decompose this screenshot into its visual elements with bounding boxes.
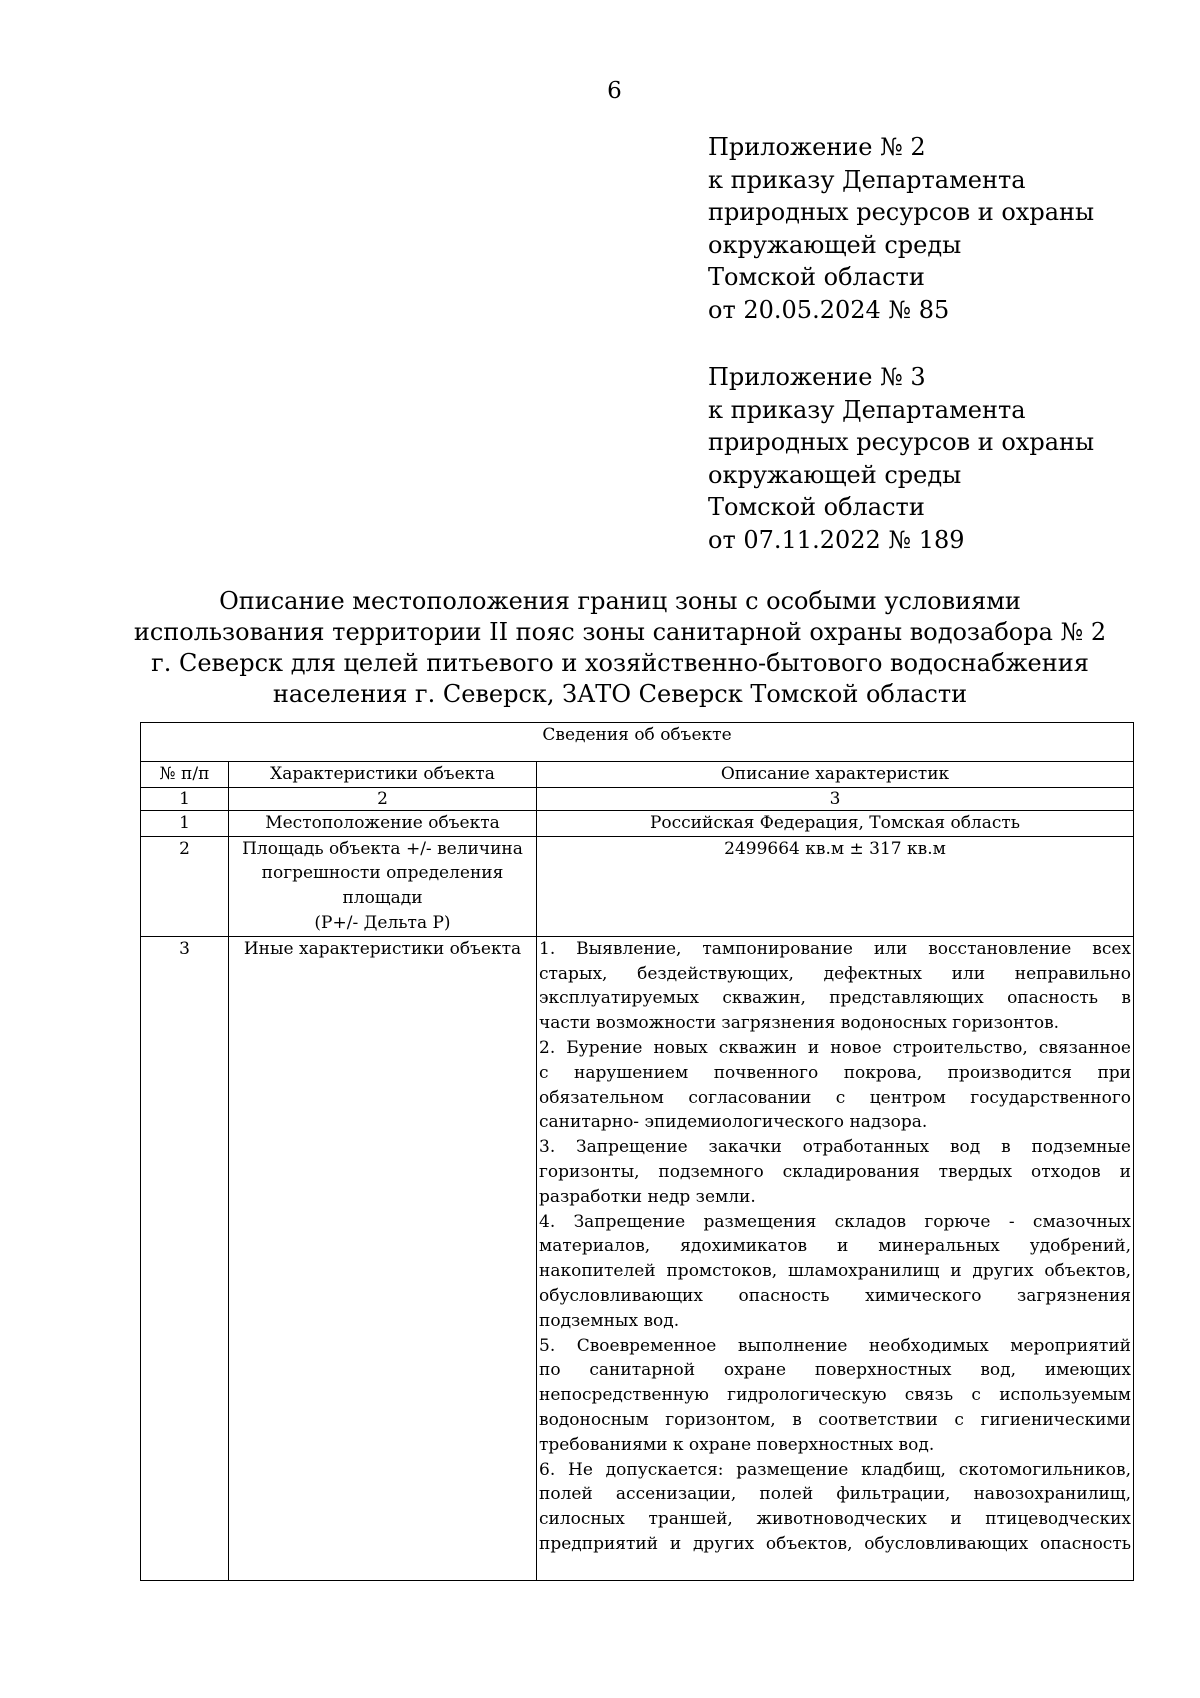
desc-line: разработки недр земли. (539, 1186, 756, 1207)
desc-line: требованиями к охране поверхностных вод. (539, 1434, 935, 1455)
desc-line: непосредственную гидрологическую связь с используемым (539, 1385, 1131, 1406)
title-line: Описание местоположения границ зоны с особыми условиями (219, 587, 1021, 615)
object-info-table (140, 722, 1134, 1581)
desc-line: предприятий и других объектов, обусловливающих опасность (539, 1533, 1131, 1554)
desc-line: 2. Бурение новых скважин и новое строительство, связанное (539, 1037, 1131, 1058)
table-header-row (141, 762, 1134, 788)
row-name-line: Площадь объекта +/- величина (242, 838, 523, 859)
appendix-2-line: к приказу Департамента (708, 165, 1026, 194)
title-line: г. Северск для целей питьевого и хозяйственно-бытового водоснабжения (151, 649, 1089, 677)
appendix-3-line: Приложение № 3 (708, 363, 926, 391)
appendix-3-line: от 07.11.2022 № 189 (708, 525, 965, 554)
title-line: использования территории II пояс зоны санитарной охраны водозабора № 2 (133, 618, 1107, 646)
desc-line: силосных траншей, животноводческих и птицеводческих (539, 1509, 1131, 1530)
row-name-line: (P+/- Дельта P) (314, 912, 451, 933)
desc-line: полей ассенизации, полей фильтрации, навозохранилищ, (539, 1484, 1131, 1505)
row-name (229, 836, 537, 936)
desc-line: части возможности загрязнения водоносных горизонтов. (539, 1013, 1060, 1034)
desc-line: материалов, ядохимикатов и минеральных удобрений, (539, 1236, 1131, 1257)
table-row (141, 936, 1134, 1580)
row-value: Российская Федерация, Томская область (537, 810, 1134, 836)
row-value (537, 936, 1134, 1580)
desc-line: 3. Запрещение закачки отработанных вод в подземные (539, 1137, 1131, 1158)
table-row (141, 836, 1134, 936)
column-number: 3 (537, 787, 1134, 810)
appendix-3-line: Томской области (708, 493, 925, 521)
table-caption: Сведения об объекте (141, 723, 1134, 762)
column-number: 1 (141, 787, 229, 810)
appendix-2-block (708, 131, 1094, 326)
desc-line: 6. Не допускается: размещение кладбищ, скотомогильников, (539, 1459, 1131, 1480)
desc-line: подземных вод. (539, 1310, 680, 1331)
desc-line: накопителей промстоков, шламохранилищ и других объектов, (539, 1261, 1131, 1282)
row-name: Местоположение объекта (229, 810, 537, 836)
row-number: 2 (141, 836, 229, 936)
row-name: Иные характеристики объекта (229, 936, 537, 1580)
document-title (120, 586, 1120, 710)
appendix-2-line: Приложение № 2 (708, 133, 926, 161)
table-caption-row (141, 723, 1134, 762)
appendix-3-line: окружающей среды (708, 460, 962, 489)
row-number: 1 (141, 810, 229, 836)
appendix-2-line: Томской области (708, 263, 925, 291)
header-number: № п/п (141, 762, 229, 788)
header-characteristics: Характеристики объекта (229, 762, 537, 788)
table-row (141, 810, 1134, 836)
appendix-3-line: к приказу Департамента (708, 395, 1026, 424)
desc-line: горизонты, подземного складирования твердых отходов и (539, 1161, 1131, 1182)
appendix-3-block (708, 361, 1094, 556)
desc-line: по санитарной охране поверхностных вод, имеющих (539, 1360, 1131, 1381)
desc-line: обязательном согласовании с центром государственного (539, 1087, 1131, 1108)
column-number: 2 (229, 787, 537, 810)
desc-line: эксплуатируемых скважин, представляющих опасность в (539, 988, 1131, 1009)
appendix-2-line: природных ресурсов и охраны (708, 198, 1095, 226)
desc-line: 4. Запрещение размещения складов горюче - смазочных (539, 1211, 1131, 1232)
table-column-numbers-row (141, 787, 1134, 810)
appendix-2-line: окружающей среды (708, 230, 962, 259)
desc-line: обусловливающих опасность химического загрязнения (539, 1285, 1131, 1306)
desc-line: 5. Своевременное выполнение необходимых мероприятий (539, 1335, 1131, 1356)
title-line: населения г. Северск, ЗАТО Северск Томской области (272, 680, 968, 708)
row-name-line: площади (342, 888, 423, 909)
appendix-3-line: природных ресурсов и охраны (708, 428, 1095, 456)
desc-line: 1. Выявление, тампонирование или восстановление всех (539, 938, 1131, 959)
row-value: 2499664 кв.м ± 317 кв.м (537, 836, 1134, 936)
desc-line: санитарно- эпидемиологического надзора. (539, 1112, 928, 1133)
desc-line: с нарушением почвенного покрова, производится при (539, 1062, 1131, 1083)
desc-line: старых, бездействующих, дефектных или неправильно (539, 963, 1131, 984)
row-number: 3 (141, 936, 229, 1580)
desc-line: водоносным горизонтом, в соответствии с гигиеническими (539, 1409, 1131, 1430)
appendix-2-line: от 20.05.2024 № 85 (708, 295, 950, 324)
row-name-line: погрешности определения (261, 863, 504, 884)
header-description: Описание характеристик (537, 762, 1134, 788)
page-number: 6 (607, 78, 622, 104)
